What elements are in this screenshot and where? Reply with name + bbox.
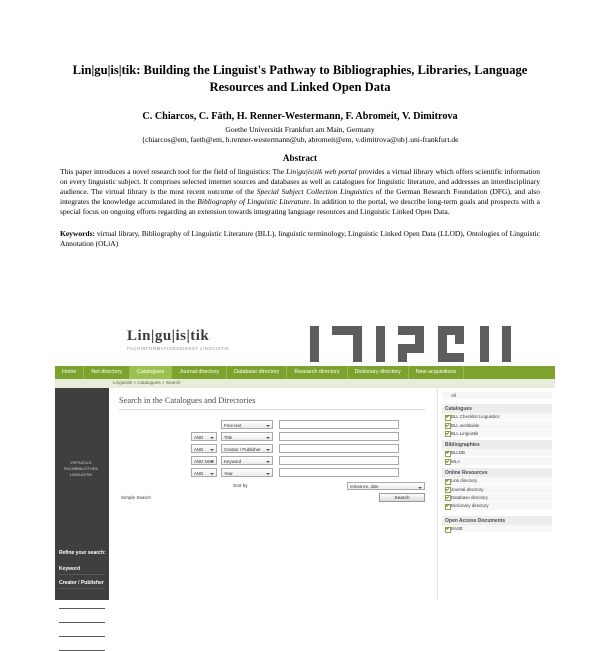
sort-by-label: Sort by: [233, 483, 248, 488]
breadcrumb[interactable]: Linguistik > Catalogues > Search: [113, 380, 181, 385]
nav-item-catalogues[interactable]: Catalogues: [130, 366, 172, 379]
filter-item-label: Dictionary directory: [451, 503, 489, 509]
keywords-text: virtual library, Bibliography of Linguistic Literature (BLL), linguistic terminology, Linguistic Linked Open Data (LLOD), Ontologies of Linguistic Annotation (OLiA): [60, 228, 540, 248]
refine-title: Refine your search:: [59, 550, 106, 556]
bool-select-2[interactable]: [191, 432, 217, 441]
checkbox-icon[interactable]: [445, 415, 451, 421]
keywords-label: Keywords:: [60, 228, 95, 238]
filter-item[interactable]: [442, 457, 552, 465]
sort-by-select[interactable]: [347, 482, 425, 490]
search-input-3[interactable]: [279, 444, 399, 453]
contact-emails: {chiarcos@em, faeth@em, h.renner-westermann@ub, abromeit@em, v.dimitrova@ub}.uni-frankfurt.de: [141, 134, 459, 144]
sidebar-content: [55, 454, 109, 648]
filter-item[interactable]: [442, 413, 552, 421]
nav-item-net-directory[interactable]: Net directory: [84, 366, 130, 379]
field-select-5-value: Year: [224, 471, 233, 476]
field-select-1-value: Free text: [224, 423, 242, 428]
filter-group-online-resources: [442, 468, 552, 511]
nav-item-new-acquisitions[interactable]: New acquisitions: [409, 366, 464, 379]
search-button[interactable]: Search: [379, 493, 425, 502]
chevron-down-icon: [418, 487, 422, 489]
filter-group-title: Bibliographies: [442, 440, 552, 449]
checkbox-icon[interactable]: [445, 527, 451, 533]
sidebar-facet-keyword[interactable]: Keyword: [59, 566, 105, 575]
filter-group-title: Online Resources: [442, 468, 552, 477]
filter-item-label: MLA: [451, 458, 461, 464]
affiliation: Goethe Universität Frankfurt am Main, Germany: [225, 124, 375, 134]
portal-logo-subtitle: FACHINFORMATIONSDIENST LINGUISTIK: [127, 346, 230, 351]
filter-group-title: Open Access Documents: [442, 516, 552, 525]
filter-item[interactable]: [442, 430, 552, 438]
portal-header: [55, 322, 555, 366]
field-select-2[interactable]: [221, 432, 273, 441]
chevron-down-icon: [210, 473, 214, 475]
search-input-5[interactable]: [279, 468, 399, 477]
nav-item-database-directory[interactable]: Database directory: [227, 366, 287, 379]
simple-search-link[interactable]: Simple Search: [121, 495, 151, 500]
nav-item-research-directory[interactable]: Research directory: [287, 366, 347, 379]
search-input-1[interactable]: [279, 420, 399, 429]
checkbox-icon[interactable]: [445, 495, 451, 501]
nav-item-dictionary-directory[interactable]: Dictionary directory: [348, 366, 409, 379]
filter-item-label: BASE: [451, 526, 463, 532]
filter-item[interactable]: [442, 449, 552, 457]
page-title: Lin|gu|is|tik: Building the Linguist's Pathway to Bibliographies, Libraries, Language Resources and Linked Open Data: [72, 63, 528, 95]
filter-all-row[interactable]: [442, 392, 552, 399]
author-list: C. Chiarcos, C. Fäth, H. Renner-Westermann, F. Abromeit, V. Dimitrova: [142, 110, 458, 122]
field-select-3-value: Creator / Publisher: [224, 447, 261, 452]
checkbox-icon[interactable]: [445, 487, 451, 493]
checkbox-icon[interactable]: [445, 459, 451, 465]
filter-item-label: BLL Checklist Linguistics: [451, 414, 500, 420]
filter-group-bibliographies: [442, 440, 552, 466]
bool-select-5[interactable]: [191, 468, 217, 477]
divider: [119, 409, 425, 410]
portal-body: [55, 388, 555, 648]
chevron-down-icon: [266, 473, 270, 475]
filter-item-label: BLL worldwide: [451, 422, 480, 428]
sidebar-facet-type[interactable]: Type: [59, 628, 105, 637]
filter-item-label: Database directory: [451, 494, 488, 500]
filter-item[interactable]: [442, 502, 552, 510]
decorative-glyphs: [310, 322, 555, 366]
filter-group-open-access: [442, 516, 552, 533]
field-select-2-value: Title: [224, 435, 233, 440]
bool-select-5-value: AND: [194, 471, 204, 476]
filter-item[interactable]: [442, 485, 552, 493]
chevron-down-icon: [266, 461, 270, 463]
bool-select-4-value: AND NOT: [194, 459, 214, 464]
bool-select-4[interactable]: [191, 456, 217, 465]
filter-item[interactable]: [442, 421, 552, 429]
bool-select-3[interactable]: [191, 444, 217, 453]
chevron-down-icon: [266, 425, 270, 427]
filter-panel: [437, 388, 556, 600]
filter-item[interactable]: [442, 525, 552, 533]
chevron-down-icon: [266, 449, 270, 451]
nav-item-journal-directory[interactable]: Journal directory: [172, 366, 227, 379]
sidebar-facet-creator-publisher[interactable]: Creator / Publisher: [59, 580, 105, 589]
checkbox-icon[interactable]: [445, 431, 451, 437]
bool-select-3-value: AND: [194, 447, 204, 452]
checkbox-icon[interactable]: [445, 451, 451, 457]
sidebar-note: VIRTUELLE FACHBIBLIOTHEK LINGUISTIK: [63, 460, 99, 477]
filter-group-title: Catalogues: [442, 404, 552, 413]
chevron-down-icon: [210, 437, 214, 439]
field-select-5[interactable]: [221, 468, 273, 477]
filter-item[interactable]: [442, 494, 552, 502]
field-select-1[interactable]: [221, 420, 273, 429]
filter-item-label: Journal directory: [451, 486, 484, 492]
screenshot-figure: [55, 322, 555, 648]
keywords-line: [60, 229, 540, 249]
filter-item-label: BLL Linguistik: [451, 430, 479, 436]
filter-item[interactable]: [442, 477, 552, 485]
main-navigation[interactable]: [55, 366, 555, 379]
portal-logo[interactable]: Lin|gu|is|tik: [127, 328, 210, 344]
abstract-body: This paper introduces a novel research tool for the field of linguistics: The Lin|gu|is|tik web portal provides a virtual library which offers scientific information on every linguistic subject. It comprises selected internet sources and databases as well as catalogues for linguistic literature, and addresses an interdisciplinary audience. The virtual library is the most recent outcome of the Special Subject Collection Linguistics of the German Research Foundation (DFG), and also integrates the knowledge accumulated in the Bibliography of Linguistic Literature. In addition to the portal, we describe long-term goals and prospects with a special focus on ongoing efforts regarding an extension towards integrating language resources and Linguistic Linked Open Data.: [60, 166, 541, 216]
abstract-heading: Abstract: [282, 152, 318, 163]
filter-item-label: Link directory: [451, 478, 478, 484]
sidebar-facet-medium[interactable]: Medium: [59, 614, 105, 623]
field-select-4-value: Keyword: [224, 459, 242, 464]
search-input-4[interactable]: [279, 456, 399, 465]
paper-content: [0, 0, 600, 249]
filter-item-label: BLLDB: [451, 450, 465, 456]
chevron-down-icon: [210, 449, 214, 451]
sort-by-value: relevance, date: [350, 484, 379, 489]
filter-group-catalogues: [442, 404, 552, 438]
bool-select-2-value: AND: [194, 435, 204, 440]
field-select-4[interactable]: [221, 456, 273, 465]
chevron-down-icon: [210, 461, 214, 463]
search-input-2[interactable]: [279, 432, 399, 441]
checkbox-icon[interactable]: [445, 423, 451, 429]
sidebar-facet-bll-sb-access[interactable]: BLL SB Access: [59, 642, 105, 651]
search-panel: [109, 388, 437, 600]
checkbox-icon[interactable]: [445, 479, 451, 485]
nav-item-home[interactable]: Home: [55, 366, 84, 379]
chevron-down-icon: [266, 437, 270, 439]
filter-all-label: All: [451, 393, 457, 399]
sidebar-facet-year[interactable]: Year: [59, 600, 105, 609]
search-heading: Search in the Catalogues and Directories: [119, 396, 256, 405]
filter-all[interactable]: [442, 392, 552, 399]
field-select-3[interactable]: [221, 444, 273, 453]
checkbox-icon[interactable]: [445, 504, 451, 510]
